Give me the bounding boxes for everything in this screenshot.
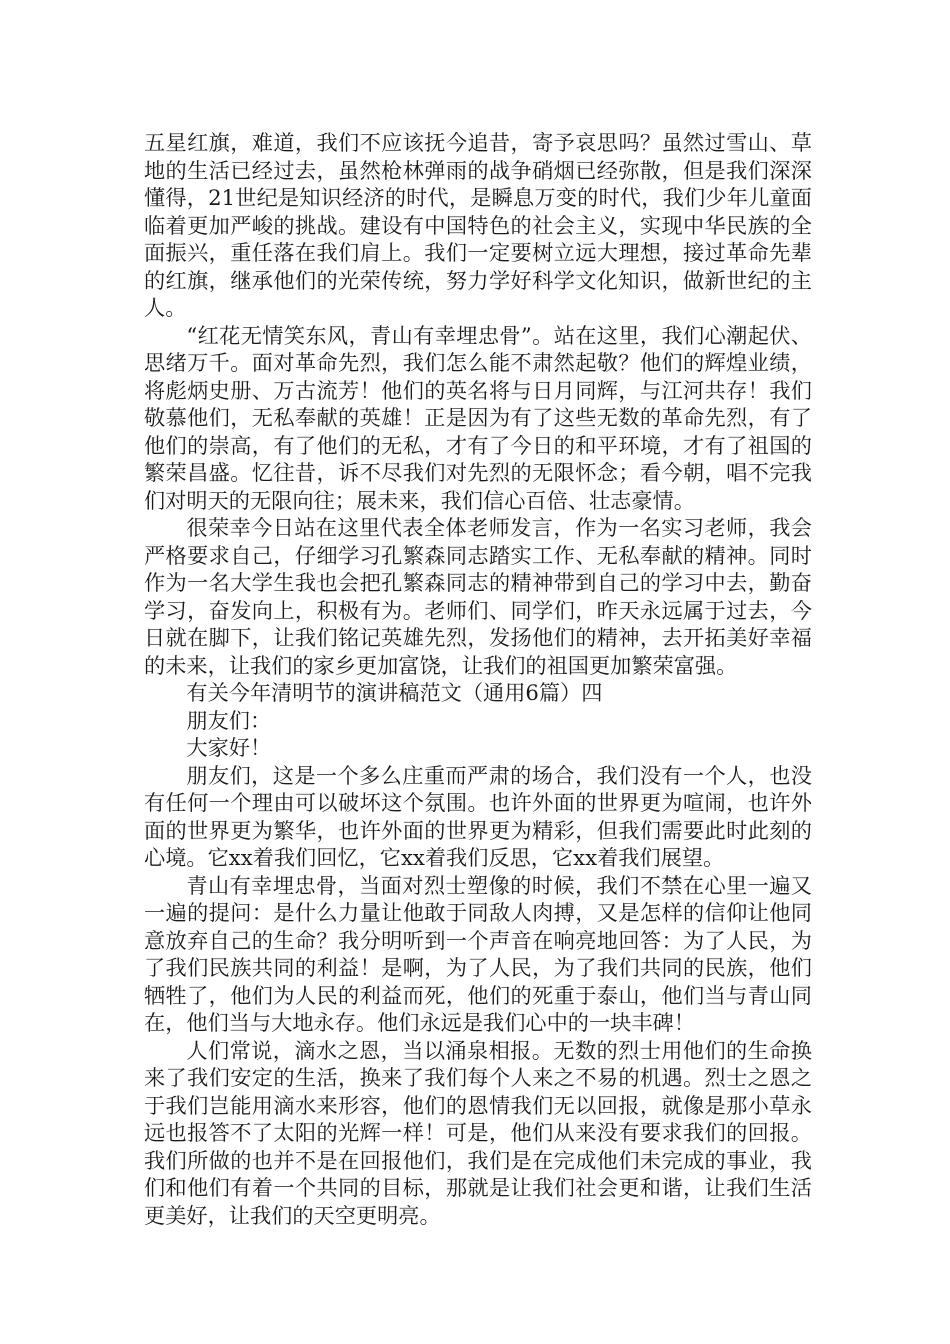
document-body xyxy=(144,129,812,1229)
paragraph: “红花无情笑东风，青山有幸埋忠骨”。站在这里，我们心潮起伏、思绪万千。面对革命先烈，我们怎么能不肃然起敬？他们的辉煌业绩，将彪炳史册、万古流芳！他们的英名将与日月同辉，与江河共存！我们敬慕他们，无私奉献的英雄！正是因为有了这些无数的革命先烈，有了他们的崇高，有了他们的无私，才有了今日的和平环境，才有了祖国的繁荣昌盛。忆往昔，诉不尽我们对先烈的无限怀念；看今朝，唱不完我们对明天的无限向往；展未来，我们信心百倍、壮志豪情。 xyxy=(144,322,812,513)
paragraph: 人们常说，滴水之恩，当以涌泉相报。无数的烈士用他们的生命换来了我们安定的生活，换来了我们每个人来之不易的机遇。烈士之恩之于我们岂能用滴水来形容，他们的恩情我们无以回报，就像是那小草永远也报答不了太阳的光辉一样！可是，他们从来没有要求我们的回报。我们所做的也并不是在回报他们，我们是在完成他们未完成的事业，我们和他们有着一个共同的目标，那就是让我们社会更和谐，让我们生活更美好，让我们的天空更明亮。 xyxy=(144,1037,812,1228)
section-title: 有关今年清明节的演讲稿范文（通用6篇）四 xyxy=(186,680,603,705)
paragraph: 青山有幸埋忠骨，当面对烈士塑像的时候，我们不禁在心里一遍又一遍的提问：是什么力量让他敢于同敌人肉搏，又是怎样的信仰让他同意放弃自己的生命？我分明听到一个声音在响亮地回答：为了人民，为了我们民族共同的利益！是啊，为了人民，为了我们共同的民族，他们牺牲了，他们为人民的利益而死，他们的死重于泰山，他们当与青山同在，他们当与大地永存。他们永远是我们心中的一块丰碑！ xyxy=(144,872,812,1035)
paragraph: 五星红旗，难道，我们不应该抚今追昔，寄予哀思吗？虽然过雪山、草地的生活已经过去，虽然枪林弹雨的战争硝烟已经弥散，但是我们深深懂得，21世纪是知识经济的时代，是瞬息万变的时代，我们少年儿童面临着更加严峻的挑战。建设有中国特色的社会主义，实现中华民族的全面振兴，重任落在我们肩上。我们一定要树立远大理想，接过革命先辈的红旗，继承他们的光荣传统，努力学好科学文化知识，做新世纪的主人。 xyxy=(144,130,812,320)
greeting-line: 大家好！ xyxy=(186,735,272,760)
greeting-line: 朋友们： xyxy=(186,707,272,733)
paragraph: 朋友们，这是一个多么庄重而严肃的场合，我们没有一个人，也没有任何一个理由可以破坏这个氛围。也许外面的世界更为喧闹，也许外面的世界更为繁华，也许外面的世界更为精彩，但我们需要此时此刻的心境。它xx着我们回忆，它xx着我们反思，它xx着我们展望。 xyxy=(144,762,812,870)
paragraph: 很荣幸今日站在这里代表全体老师发言，作为一名实习老师，我会严格要求自己，仔细学习孔繁森同志踏实工作、无私奉献的精神。同时作为一名大学生我也会把孔繁森同志的精神带到自己的学习中去，勤奋学习，奋发向上，积极有为。老师们、同学们，昨天永远属于过去，今日就在脚下，让我们铭记英雄先烈，发扬他们的精神，去开拓美好幸福的未来，让我们的家乡更加富饶，让我们的祖国更加繁荣富强。 xyxy=(144,515,812,678)
